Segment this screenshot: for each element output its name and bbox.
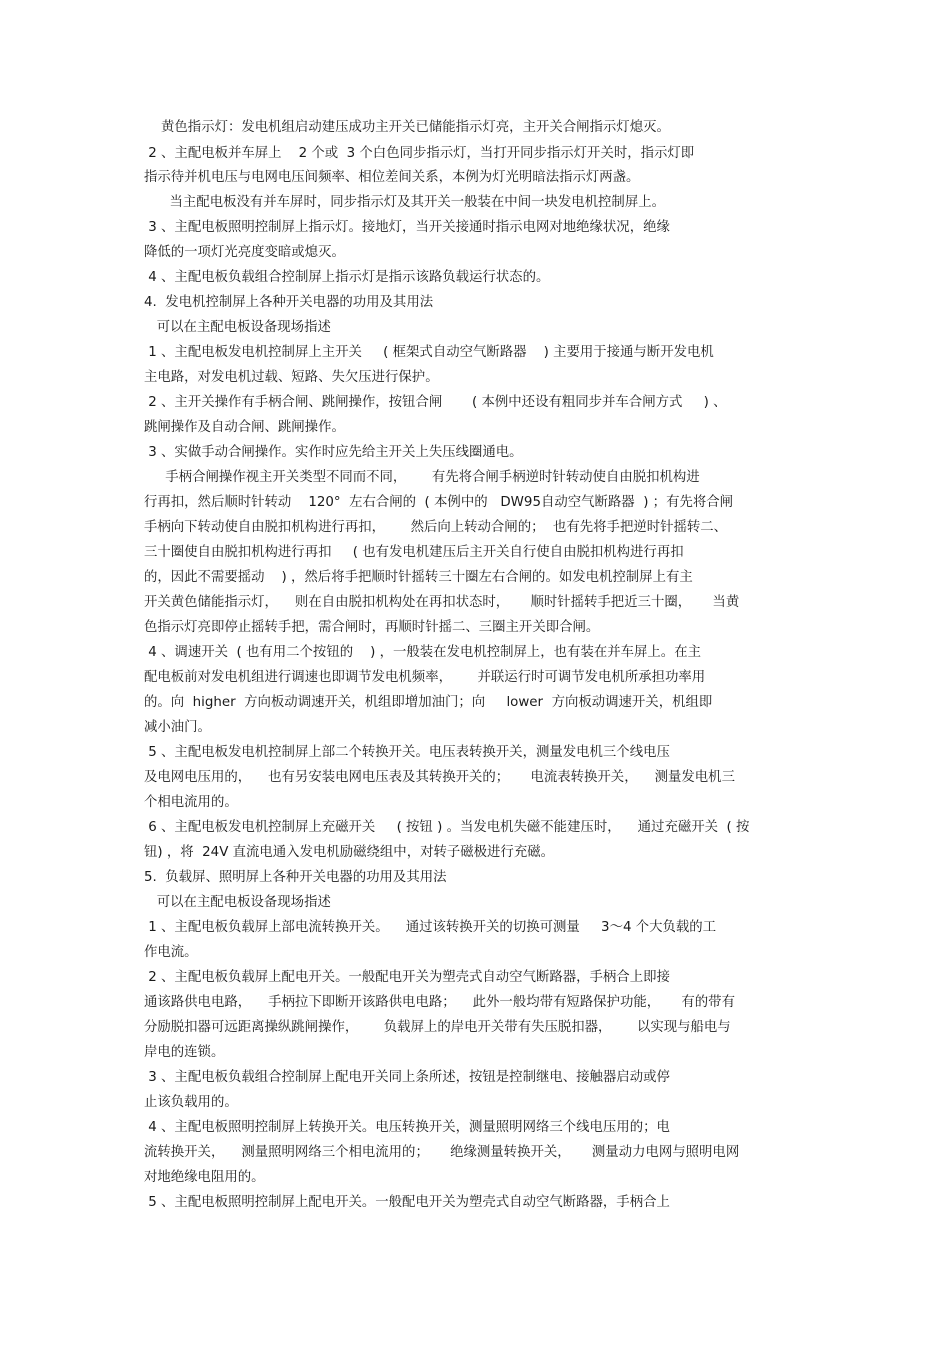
text-line: 1 、主配电板负载屏上部电流转换开关。 通过该转换开关的切换可测量 3～4 个大负载的工 [144, 920, 717, 935]
text-line: 作电流。 [144, 945, 198, 960]
text-line: 1 、主配电板发电机控制屏上主开关 ( 框架式自动空气断路器 ) 主要用于接通与断开发电机 [144, 345, 714, 360]
text-line: 6 、主配电板发电机控制屏上充磁开关 ( 按钮 ) 。当发电机失磁不能建压时， 通过充磁开关 ( 按 [144, 820, 750, 835]
text-line: 色指示灯亮即停止摇转手把，需合闸时，再顺时针摇二、三圈主开关即合闸。 [144, 620, 600, 635]
text-line: 通该路供电电路， 手柄拉下即断开该路供电电路； 此外一般均带有短路保护功能， 有的带有 [144, 995, 735, 1010]
text-line: 钮) ，将 24V 直流电通入发电机励磁绕组中，对转子磁极进行充磁。 [144, 845, 554, 860]
text-line: 黄色指示灯：发电机组启动建压成功主开关已储能指示灯亮，主开关合闸指示灯熄灭。 [144, 120, 670, 135]
text-line: 跳闸操作及自动合闸、跳闸操作。 [144, 420, 345, 435]
text-line: 及电网电压用的， 也有另安装电网电压表及其转换开关的； 电流表转换开关， 测量发电机三 [144, 770, 735, 785]
text-line: 降低的一项灯光亮度变暗或熄灭。 [144, 245, 345, 260]
text-line: 流转换开关， 测量照明网络三个相电流用的； 绝缘测量转换开关， 测量动力电网与照明电网 [144, 1145, 740, 1160]
text-line: 3 、实做手动合闸操作。实作时应先给主开关上失压线圈通电。 [144, 445, 523, 460]
text-line: 2 、主配电板负载屏上配电开关。一般配电开关为塑壳式自动空气断路器，手柄合上即接 [144, 970, 670, 985]
text-line: 个相电流用的。 [144, 795, 238, 810]
text-line: 手柄向下转动使自由脱扣机构进行再扣， 然后向上转动合闸的； 也有先将手把逆时针摇转二、 [144, 520, 728, 535]
section-heading: 4. 发电机控制屏上各种开关电器的功用及其用法 [144, 295, 434, 310]
text-line: 指示待并机电压与电网电压间频率、相位差间关系，本例为灯光明暗法指示灯两盏。 [144, 170, 640, 185]
text-line: 行再扣，然后顺时针转动 120° 左右合闸的 ( 本例中的 DW95自动空气断路器 ) ；有先将合闸 [144, 495, 734, 510]
text-line: 岸电的连锁。 [144, 1045, 225, 1060]
text-line: 开关黄色储能指示灯， 则在自由脱扣机构处在再扣状态时， 顺时针摇转手把近三十圈， 当黄 [144, 595, 740, 610]
text-line: 2 、主开关操作有手柄合闸、跳闸操作，按钮合闸 ( 本例中还设有粗同步并车合闸方式 ) 、 [144, 395, 727, 410]
text-line: 对地绝缘电阻用的。 [144, 1170, 265, 1185]
text-line: 可以在主配电板设备现场指述 [144, 320, 331, 335]
text-line: 主电路，对发电机过载、短路、失欠压进行保护。 [144, 370, 439, 385]
text-line: 三十圈使自由脱扣机构进行再扣 ( 也有发电机建压后主开关自行使自由脱扣机构进行再扣 [144, 545, 684, 560]
text-line: 止该负载用的。 [144, 1095, 238, 1110]
text-line: 4 、主配电板负载组合控制屏上指示灯是指示该路负载运行状态的。 [144, 270, 550, 285]
text-line: 5 、主配电板发电机控制屏上部二个转换开关。电压表转换开关，测量发电机三个线电压 [144, 745, 670, 760]
text-line: 手柄合闸操作视主开关类型不同而不同， 有先将合闸手柄逆时针转动使自由脱扣机构进 [144, 470, 700, 485]
text-line: 当主配电板没有并车屏时，同步指示灯及其开关一般装在中间一块发电机控制屏上。 [144, 195, 665, 210]
text-line: 减小油门。 [144, 720, 211, 735]
text-line: 的。向 higher 方向板动调速开关，机组即增加油门；向 lower 方向板动调速开关，机组即 [144, 695, 713, 710]
text-line: 2 、主配电板并车屏上 2 个或 3 个白色同步指示灯，当打开同步指示灯开关时，指示灯即 [144, 146, 695, 161]
text-line: 4 、主配电板照明控制屏上转换开关。电压转换开关，测量照明网络三个线电压用的；电 [144, 1120, 670, 1135]
text-line: 3 、主配电板负载组合控制屏上配电开关同上条所述，按钮是控制继电、接触器启动或停 [144, 1070, 670, 1085]
text-line: 分励脱扣器可远距离操纵跳闸操作， 负载屏上的岸电开关带有失压脱扣器， 以实现与船电与 [144, 1020, 731, 1035]
text-line: 的，因此不需要摇动 ) ，然后将手把顺时针摇转三十圈左右合闸的。如发电机控制屏上有主 [144, 570, 693, 585]
text-line: 4 、调速开关 ( 也有用二个按钮的 ) ，一般装在发电机控制屏上，也有装在并车屏上。在主 [144, 645, 701, 660]
text-line: 5 、主配电板照明控制屏上配电开关。一般配电开关为塑壳式自动空气断路器，手柄合上 [144, 1195, 670, 1210]
text-line: 配电板前对发电机组进行调速也即调节发电机频率， 并联运行时可调节发电机所承担功率用 [144, 670, 706, 685]
section-heading: 5. 负载屏、照明屏上各种开关电器的功用及其用法 [144, 870, 447, 885]
text-line: 3 、主配电板照明控制屏上指示灯。接地灯，当开关接通时指示电网对地绝缘状况，绝缘 [144, 220, 670, 235]
text-line: 可以在主配电板设备现场指述 [144, 895, 331, 910]
